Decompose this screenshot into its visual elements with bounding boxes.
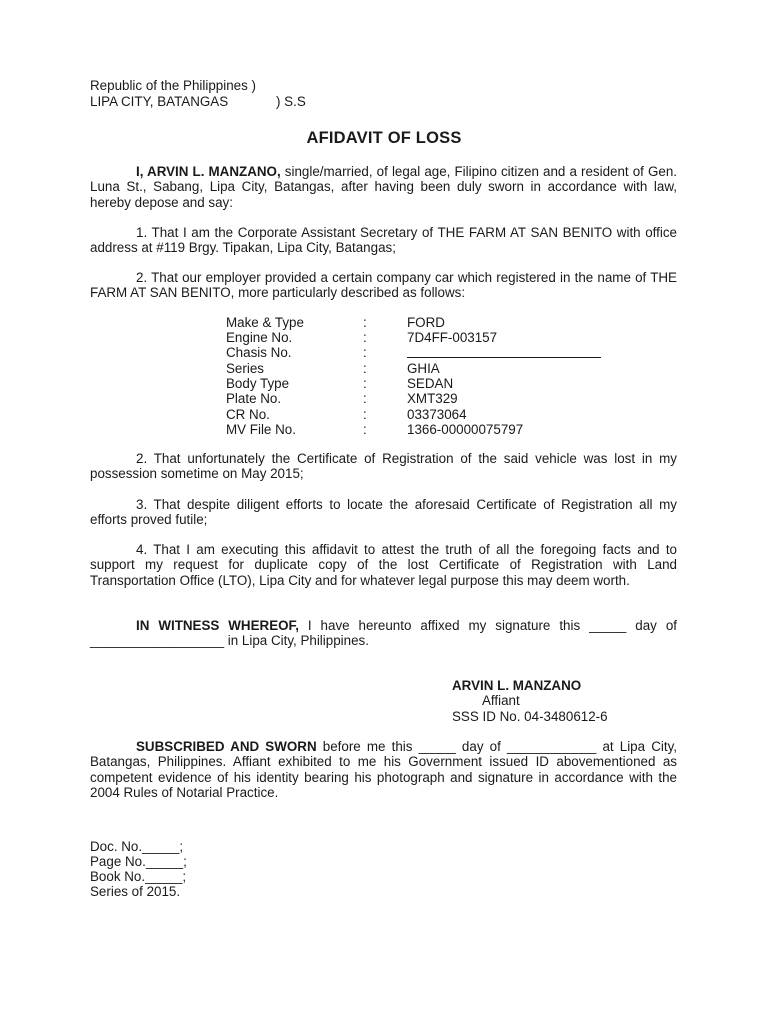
vehicle-row xyxy=(226,345,601,361)
vehicle-field-label: CR No. xyxy=(226,406,270,422)
intro-paragraph xyxy=(90,164,677,210)
vehicle-field-colon: : xyxy=(363,345,367,361)
notarial-page-no: Page No._____; xyxy=(90,854,187,869)
notarial-series: Series of 2015. xyxy=(90,884,181,899)
vehicle-row xyxy=(226,422,601,437)
intro-text: single/married, of legal age, Filipino citizen and a resident of Gen. Luna St., Sabang, Lipa City, Batangas, after having been duly sworn in accordance with law, hereby depose and say: xyxy=(90,164,678,210)
affiant-name: ARVIN L. MANZANO xyxy=(452,678,582,693)
vehicle-row xyxy=(226,361,601,376)
vehicle-field-colon: : xyxy=(363,421,367,437)
vehicle-field-label: MV File No. xyxy=(226,421,296,437)
vehicle-field-value: SEDAN xyxy=(407,376,454,392)
jurat-text: before me this _____ day of ____________ at Lipa City, Batangas, Philippines. Affiant exhibited to me his Government issued ID abovementioned as competent evidence of his identity bearing his photograph and signature in accordance with the 2004 Rules of Notarial Practice. xyxy=(90,739,677,800)
paragraph-2 xyxy=(90,270,677,301)
vehicle-field-value xyxy=(407,345,601,361)
vehicle-field-colon: : xyxy=(363,330,367,346)
paragraph-4 xyxy=(90,497,677,528)
vehicle-field-value: 7D4FF-003157 xyxy=(407,330,498,346)
vehicle-field-value: XMT329 xyxy=(407,391,458,407)
witness-heading: IN WITNESS WHEREOF, xyxy=(136,618,299,633)
witness-text: I have hereunto affixed my signature this _____ day of __________________ in Lipa City, Philippines. xyxy=(90,618,677,649)
paragraph-5 xyxy=(90,542,677,588)
affiant-id: SSS ID No. 04-3480612-6 xyxy=(452,709,608,724)
paragraph-1-text: 1. That I am the Corporate Assistant Secretary of THE FARM AT SAN BENITO with office address at #119 Brgy. Tipakan, Lipa City, Batangas; xyxy=(90,225,677,256)
vehicle-field-label: Series xyxy=(226,361,264,377)
jurat-paragraph xyxy=(90,739,677,800)
vehicle-field-label: Plate No. xyxy=(226,391,282,407)
vehicle-row xyxy=(226,407,601,422)
header-republic: Republic of the Philippines ) xyxy=(90,78,256,93)
vehicle-row xyxy=(226,391,601,406)
vehicle-details-table xyxy=(226,315,601,437)
vehicle-field-label: Body Type xyxy=(226,376,290,392)
vehicle-field-colon: : xyxy=(363,406,367,422)
paragraph-2-text: 2. That our employer provided a certain company car which registered in the name of THE FARM AT SAN BENITO, more particularly described as follows: xyxy=(90,270,677,301)
vehicle-field-colon: : xyxy=(363,391,367,407)
jurat-heading: SUBSCRIBED AND SWORN xyxy=(136,739,317,754)
vehicle-field-label: Chasis No. xyxy=(226,345,292,361)
vehicle-field-colon: : xyxy=(363,315,367,330)
vehicle-field-value: 03373064 xyxy=(407,406,467,422)
vehicle-field-label: Make & Type xyxy=(226,315,304,330)
document-title: AFIDAVIT OF LOSS xyxy=(306,129,462,147)
header-venue-ss: ) S.S xyxy=(276,94,306,109)
vehicle-row xyxy=(226,376,601,391)
vehicle-field-colon: : xyxy=(363,361,367,377)
vehicle-field-value: 1366-00000075797 xyxy=(407,421,524,437)
affiant-role: Affiant xyxy=(482,693,520,708)
vehicle-row xyxy=(226,330,601,345)
paragraph-1 xyxy=(90,225,677,256)
vehicle-field-value: GHIA xyxy=(407,361,440,377)
notarial-doc-no: Doc. No._____; xyxy=(90,839,184,854)
intro-affiant-name: I, ARVIN L. MANZANO, xyxy=(136,164,281,179)
header-venue-city: LIPA CITY, BATANGAS xyxy=(90,94,229,109)
paragraph-3-text: 2. That unfortunately the Certificate of Registration of the said vehicle was lost in my possession sometime on May 2015; xyxy=(90,451,677,482)
notarial-book-no: Book No._____; xyxy=(90,869,187,884)
vehicle-field-value: FORD xyxy=(407,315,445,330)
vehicle-row xyxy=(226,315,601,330)
vehicle-field-label: Engine No. xyxy=(226,330,293,346)
blank-fill-line xyxy=(407,345,601,358)
vehicle-field-colon: : xyxy=(363,376,367,392)
header-venue xyxy=(90,94,228,109)
paragraph-5-text: 4. That I am executing this affidavit to attest the truth of all the foregoing facts and to support my request for duplicate copy of the lost Certificate of Registration with Land Transportation Office (LTO), Lipa City and for whatever legal purpose this may deem worth. xyxy=(90,542,677,588)
paragraph-4-text: 3. That despite diligent efforts to locate the aforesaid Certificate of Registration all my efforts proved futile; xyxy=(90,497,677,528)
witness-paragraph xyxy=(90,618,677,649)
paragraph-3 xyxy=(90,451,677,482)
